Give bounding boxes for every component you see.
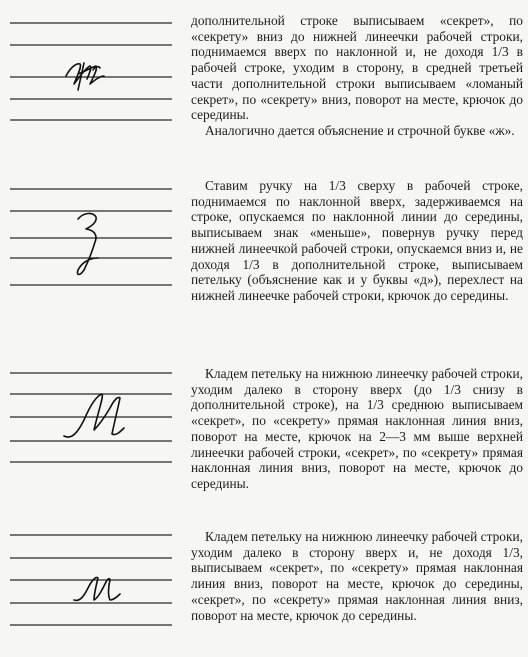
section-i-lower	[191, 529, 523, 623]
cursive-zh-image	[66, 63, 104, 90]
paragraph: Аналогично дается объяснение и строчной букве «ж».	[205, 122, 515, 138]
handwriting-column	[0, 0, 182, 657]
cursive-i-lower-image	[74, 577, 120, 600]
cursive-letters	[0, 0, 182, 657]
section-z	[191, 178, 523, 304]
paragraph: Кладем петельку на нижнюю линеечку рабочей строки, уходим далеко в сторону вверх (до 1/3 снизу в дополнительной строке), на 1/3 среднюю выписываем «секрет», по «секрету» прямая наклонная линия вниз, поворот на месте, крючок на 2—3 мм выше верхней линеечки рабочей строки, «секрет», по «секрету» прямая наклонная линия вниз, поворот на месте, крючок до середины.	[191, 366, 523, 491]
cursive-z-image	[77, 213, 98, 274]
paragraph: дополнительной строке выписываем «секрет», по «секрету» вниз до нижней линеечки рабочей строки, поднимаемся вверх по наклонной и, не доходя 1/3 в рабочей строке, уходим в сторону, в средней третьей части дополнительной строки выписываем «ломаный секрет», по «секрету» вниз, поворот на месте, крючок до середины.	[191, 13, 523, 123]
cursive-I-capital-image	[64, 394, 124, 437]
section-zh	[191, 13, 523, 139]
paragraph: Ставим ручку на 1/3 сверху в рабочей строке, поднимаемся по наклонной вверх, задерживаемся на строке, опускаемся по наклонной линии до середины, выписываем знак «меньше», повернув ручку перед нижней линеечкой рабочей строки, опускаемся вниз и, не доходя 1/3 в дополнительной строке, выписываем петельку (объяснение как и у буквы «д»), перехлест на нижней линеечке рабочей строки, крючок до середины.	[191, 178, 523, 303]
paragraph: Кладем петельку на нижнюю линеечку рабочей строки, уходим далеко в сторону вверх и, не доходя 1/3, выписываем «секрет», по «секрету» прямая наклонная линия вниз, поворот на месте, крючок до середины, «секрет», по «секрету» прямая наклонная линия вниз, поворот на месте, крючок до середины.	[191, 529, 523, 623]
section-I-capital	[191, 366, 523, 492]
